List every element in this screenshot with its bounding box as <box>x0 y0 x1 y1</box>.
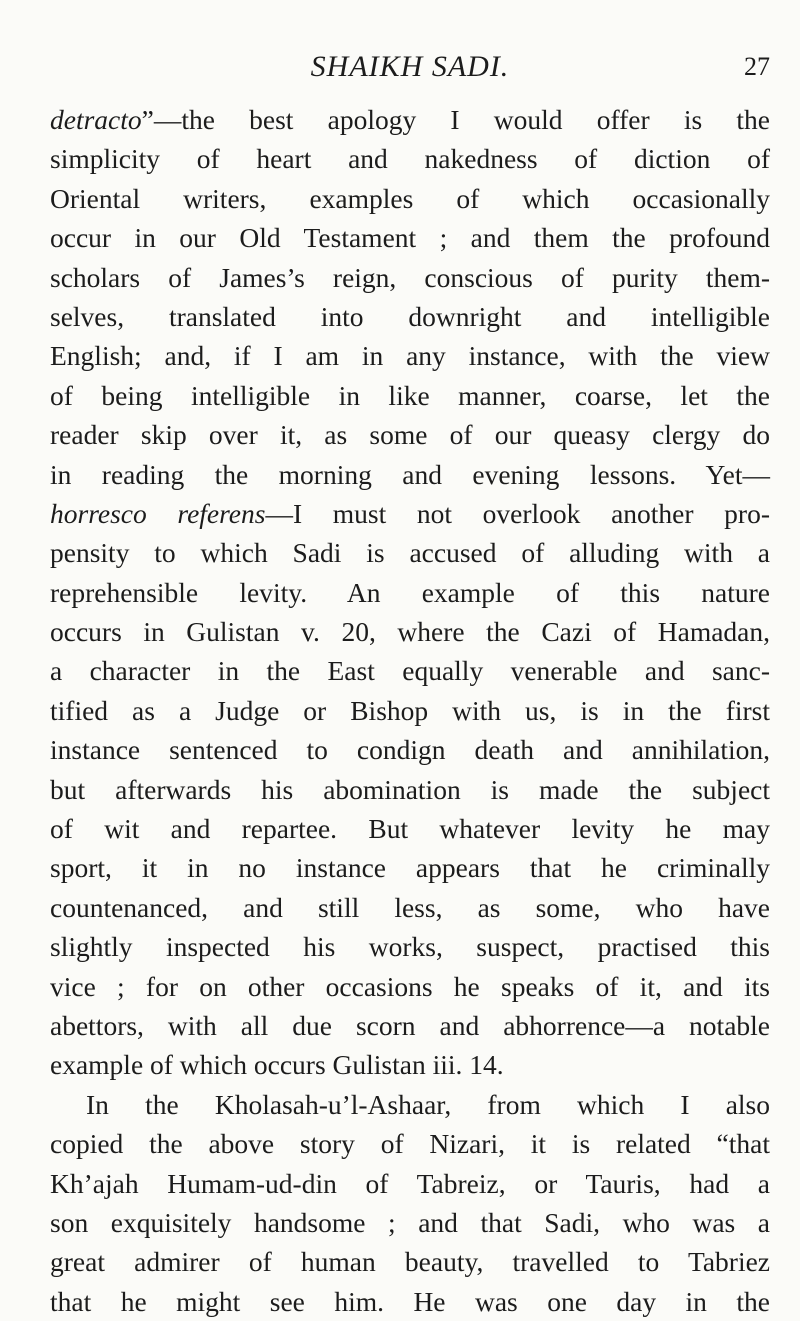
text-line: abettors, with all due scorn and abhorrence—a notable <box>50 1009 770 1041</box>
text-line: countenanced, and still less, as some, who have <box>50 891 770 923</box>
text-line: of being intelligible in like manner, coarse, let the <box>50 379 770 411</box>
text-line: great admirer of human beauty, travelled to Tabriez <box>50 1246 770 1278</box>
text-line: a character in the East equally venerable and sanc- <box>50 655 770 687</box>
text-line: Kh’ajah Humam-ud-din of Tabreiz, or Tauris, had a <box>50 1167 770 1199</box>
body-text <box>50 100 770 1321</box>
text-line <box>50 494 770 533</box>
book-page <box>50 50 770 1321</box>
running-head <box>50 50 770 90</box>
text-line: in reading the morning and evening lessons. Yet— <box>50 458 770 490</box>
text-line: scholars of James’s reign, conscious of purity them- <box>50 261 770 293</box>
text-line: vice ; for on other occasions he speaks of it, and its <box>50 970 770 1002</box>
text-line: example of which occurs Gulistan iii. 14. <box>50 1049 504 1081</box>
italic-phrase: horresco referens <box>50 497 266 529</box>
text-line: simplicity of heart and nakedness of diction of <box>50 143 770 175</box>
text-line: pensity to which Sadi is accused of alluding with a <box>50 537 770 569</box>
italic-phrase: detracto <box>50 104 142 135</box>
text-line: selves, translated into downright and intelligible <box>50 300 770 332</box>
text-line: tified as a Judge or Bishop with us, is in the first <box>50 694 770 726</box>
page-number: 27 <box>744 52 770 81</box>
line-text: —I must not overlook another pro- <box>265 497 770 529</box>
text-line: reader skip over it, as some of our queasy clergy do <box>50 419 770 451</box>
text-line: copied the above story of Nizari, it is related “that <box>50 1128 770 1160</box>
text-line: of wit and repartee. But whatever levity he may <box>50 813 770 845</box>
text-line: English; and, if I am in any instance, with the view <box>50 340 770 372</box>
text-line <box>50 100 770 139</box>
line-text: ”—the best apology I would offer is the <box>141 104 770 135</box>
text-line: son exquisitely handsome ; and that Sadi, who was a <box>50 1206 770 1238</box>
text-line: instance sentenced to condign death and annihilation, <box>50 734 770 766</box>
text-line: slightly inspected his works, suspect, practised this <box>50 931 770 963</box>
running-title: SHAIKH SADI. <box>310 50 510 83</box>
text-line: sport, it in no instance appears that he criminally <box>50 852 770 884</box>
text-line: Oriental writers, examples of which occasionally <box>50 182 770 214</box>
text-line: but afterwards his abomination is made the subject <box>50 773 770 805</box>
text-line: In the Kholasah-u’l-Ashaar, from which I also <box>86 1088 770 1120</box>
text-line: that he might see him. He was one day in the <box>50 1285 770 1317</box>
text-line: occur in our Old Testament ; and them the profound <box>50 222 770 254</box>
text-line: reprehensible levity. An example of this nature <box>50 576 770 608</box>
text-line: occurs in Gulistan v. 20, where the Cazi of Hamadan, <box>50 616 770 648</box>
